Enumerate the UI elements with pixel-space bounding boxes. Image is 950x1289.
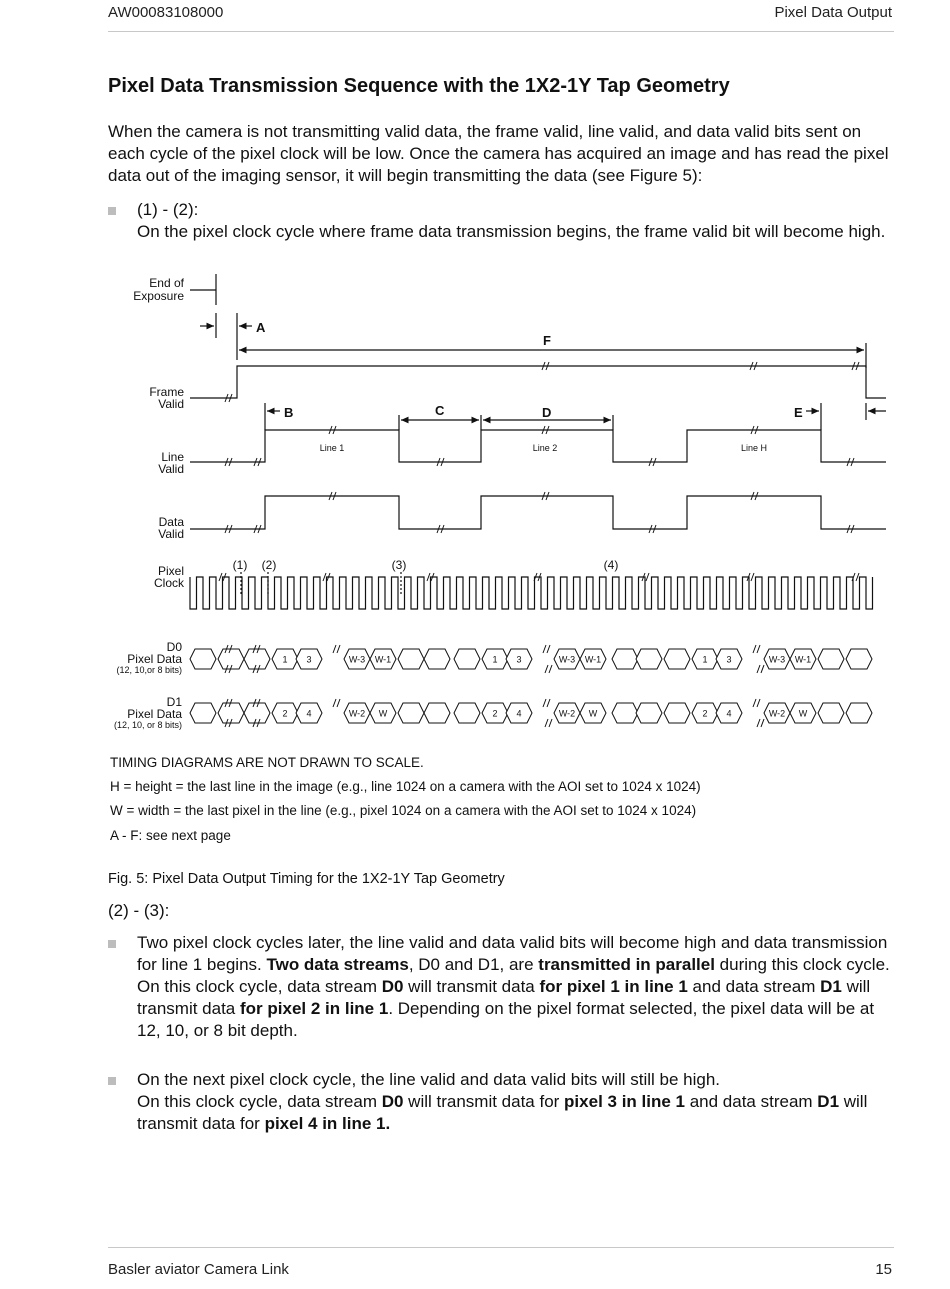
end-exposure-label-2: Exposure [133,289,184,303]
d1-label-2: Pixel Data [127,707,182,721]
d0-cell-label: W-1 [794,654,812,665]
break-mark [751,573,754,581]
end-exposure-label-1: End of [149,276,184,290]
d1-cell-label: 2 [702,708,708,719]
d0-cell [424,649,450,669]
break-mark [753,699,756,707]
d0-cell [636,649,662,669]
d1-cell [424,703,450,723]
d1-cell-label: W-2 [558,708,576,719]
b3-text: will transmit data for [137,1092,868,1133]
d0-cell-label: 1 [702,654,708,665]
note-a-f: A - F: see next page [110,828,231,843]
break-mark [333,645,336,653]
break-mark [427,573,430,581]
d0-cell-label: W-1 [584,654,602,665]
label-b: B [284,405,294,420]
data-valid-label-2: Valid [158,527,184,541]
line-h-label: Line H [740,443,768,453]
d1-cell [818,703,844,723]
bullet-1-body: On the pixel clock cycle where frame data transmission begins, the frame valid bit will become high. [137,222,886,241]
data-valid-label-1: Data [158,515,184,529]
d1-cell-label: W [588,708,598,719]
label-a: A [256,320,266,335]
break-mark [761,719,764,727]
b3-text: On the next pixel clock cycle, the line valid and data valid bits will still be high. [137,1070,721,1089]
label-e: E [794,405,803,420]
d0-cell [190,649,216,669]
b2-text: will transmit data [403,977,540,996]
d1-cell [398,703,424,723]
frame-valid-label-1: Frame [149,385,184,399]
note-scale: TIMING DIAGRAMS ARE NOT DRAWN TO SCALE. [110,755,424,770]
d1-cell-label: W [378,708,388,719]
bullet-3 [137,1069,897,1135]
d0-cell-label: 3 [516,654,522,665]
d0-cell-label: W-3 [558,654,576,665]
d1-cell [612,703,638,723]
b2-text: during this clock cycle. [714,955,890,974]
pixel-clock-label-2: Clock [153,576,184,590]
d1-cell-label: 4 [516,708,522,719]
pixel-clock-label-1: Pixel [157,564,184,578]
break-mark [757,699,760,707]
bullet-1 [137,199,897,243]
marker-2: (2) [261,558,277,572]
bullet-1-head: (1) - (2): [137,200,199,219]
line-valid-label-2: Valid [158,462,184,476]
section-name: Pixel Data Output [774,4,892,21]
d0-cell [846,649,872,669]
step-subhead: (2) - (3): [108,901,170,920]
d1-cell [846,703,872,723]
d0-cell-label: W-1 [374,654,392,665]
break-mark [761,665,764,673]
d0-cell-label: 1 [282,654,288,665]
d1-label-1: D1 [166,695,182,709]
line-1-label: Line 1 [319,443,345,453]
b2-text: . Depending on the pixel format selected, the pixel data will be at 12, 10, or 8 bit depth. [137,999,875,1040]
b3-bold: D1 [817,1092,840,1111]
d1-cell-label: 2 [492,708,498,719]
d0-label-3: (12, 10,or 8 bits) [116,665,182,675]
line-2-label: Line 2 [532,443,558,453]
b2-bold: D0 [381,977,404,996]
page-title: Pixel Data Transmission Sequence with the 1X2-1Y Tap Geometry [108,75,730,97]
b2-text: On this clock cycle, data stream [137,977,382,996]
d0-label-1: D0 [166,640,182,654]
d1-cell [664,703,690,723]
break-mark [753,645,756,653]
b2-bold: D1 [820,977,842,996]
label-d: D [542,405,552,420]
intro-paragraph: When the camera is not transmitting valid data, the frame valid, line valid, and data valid bits sent on each cycle of the pixel clock will be low. Once the camera has acquired an image and has read the pixel data out of the imaging sensor, it will begin transmitting the data (see Figure 5): [108,122,889,185]
d0-cell [664,649,690,669]
d1-cell [190,703,216,723]
bullet-marker [108,940,116,948]
line-valid-label-1: Line [161,450,184,464]
b3-bold: D0 [381,1092,404,1111]
d1-cell-label: W [798,708,808,719]
pixel-clock-waveform [190,577,873,609]
d0-cell [218,649,244,669]
b2-bold: for pixel 1 in line 1 [539,977,688,996]
b3-text: will transmit data for [403,1092,565,1111]
break-mark [549,719,552,727]
marker-3: (3) [391,558,407,572]
d1-cell-label: 2 [282,708,288,719]
break-mark [646,573,649,581]
b3-text: and data stream [684,1092,818,1111]
page-number: 15 [875,1261,892,1278]
d1-cell [454,703,480,723]
break-mark [757,665,760,673]
frame-valid-label-2: Valid [158,397,184,411]
d0-label-2: Pixel Data [127,652,182,666]
d0-cell-label: 3 [306,654,312,665]
break-mark [545,719,548,727]
document-id: AW00083108000 [108,4,224,21]
d0-cell-label: 1 [492,654,498,665]
note-height: H = height = the last line in the image (e.g., line 1024 on a camera with the AOI set to 1024 x 1024) [110,779,701,794]
break-mark [219,573,222,581]
footer-rule [108,1247,894,1248]
break-mark [547,645,550,653]
d0-cell-label: 3 [726,654,732,665]
b3-text: On this clock cycle, data stream [137,1092,382,1111]
d1-cell-label: 4 [726,708,732,719]
d1-cell-label: 4 [306,708,312,719]
d0-cell [398,649,424,669]
break-mark [543,645,546,653]
marker-4: (4) [603,558,619,572]
b2-bold: for pixel 2 in line 1 [240,999,389,1018]
d0-cell [612,649,638,669]
break-mark [333,699,336,707]
b2-text: , D0 and D1, are [408,955,539,974]
bullet-marker [108,207,116,215]
break-mark [545,665,548,673]
label-c: C [435,403,445,418]
marker-1: (1) [232,558,248,572]
b2-bold: Two data streams [266,955,409,974]
b2-bold: transmitted in parallel [538,955,715,974]
break-mark [337,699,340,707]
bullet-marker [108,1077,116,1085]
break-mark [757,645,760,653]
note-width: W = width = the last pixel in the line (e.g., pixel 1024 on a camera with the AOI set to 1024 x 1024) [110,803,697,818]
d1-cell [636,703,662,723]
break-mark [547,699,550,707]
b2-text: and data stream [687,977,821,996]
d1-cell [218,703,244,723]
d0-cell [454,649,480,669]
bullet-2 [137,932,897,1042]
footer-product: Basler aviator Camera Link [108,1261,289,1278]
b2-text: Two pixel clock cycles later, the line valid and data valid bits will become high and data transmission for line 1 begins. [137,933,888,974]
d1-cell-label: W-2 [348,708,366,719]
timing-diagram [0,268,950,738]
b3-bold: pixel 4 in line 1. [264,1114,391,1133]
figure-caption: Fig. 5: Pixel Data Output Timing for the 1X2-1Y Tap Geometry [108,871,505,887]
d1-cell-label: W-2 [768,708,786,719]
d0-cell-label: W-3 [768,654,786,665]
label-f: F [543,333,551,348]
break-mark [337,645,340,653]
header-rule [108,31,894,32]
d0-cell [818,649,844,669]
break-mark [323,573,326,581]
break-mark [856,573,859,581]
d1-label-3: (12, 10, or 8 bits) [113,720,182,730]
break-mark [757,719,760,727]
d0-cell-label: W-3 [348,654,366,665]
break-mark [549,665,552,673]
b2-text: will transmit data [137,977,871,1018]
b3-bold: pixel 3 in line 1 [564,1092,685,1111]
break-mark [543,699,546,707]
